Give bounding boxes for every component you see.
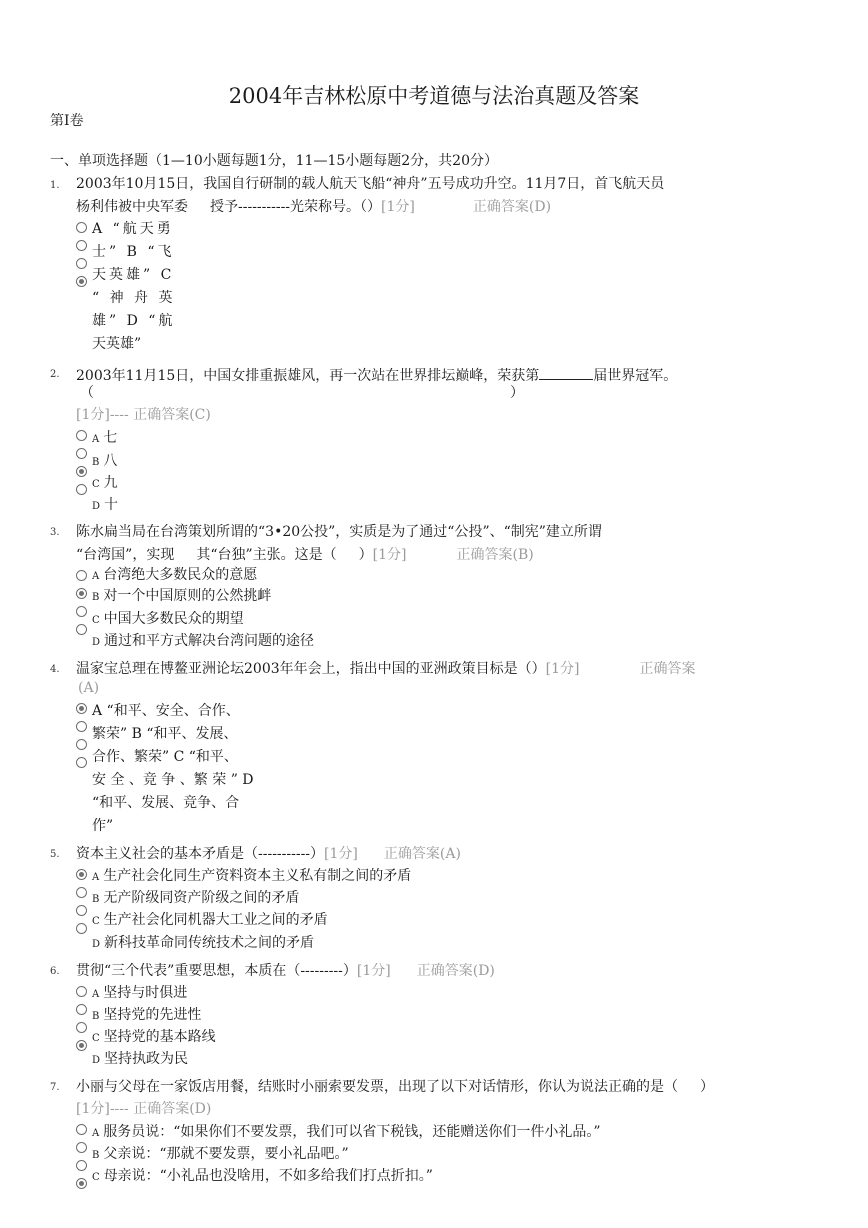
option-a-radio[interactable] [76,570,87,581]
question-text-part: 光荣称号。（） [290,199,382,215]
question-text-part: ） [358,547,373,563]
option-text [92,984,187,1004]
option-label: 无产阶级同资产阶级之间的矛盾 [103,890,300,906]
option-d-radio[interactable] [76,624,87,635]
option-label: 坚持与时俱进 [103,985,188,1001]
question-text [76,845,461,863]
option-label: 九 [103,475,118,491]
option-text: “和平、发展、竞争、合 [92,795,240,811]
option-text [92,452,117,472]
question-text [76,962,495,980]
option-letter: B [92,592,100,603]
option-c-radio[interactable] [76,258,87,269]
answer-blank [539,365,593,380]
option-b-radio[interactable] [76,1004,87,1015]
correct-answer: 正确答案 [639,661,696,677]
option-letter: A [92,434,100,445]
option-d-radio[interactable] [76,484,87,495]
question-number: 1. [50,180,60,191]
option-letter: A [92,1128,100,1139]
option-letter: A [92,872,100,883]
option-letter: D [92,1055,101,1066]
question-text-part: 资本主义社会的基本矛盾是（-----------） [76,846,325,862]
score-label: [1分] [324,846,358,862]
option-text [92,867,411,887]
option-label: 对一个中国原则的公然挑衅 [103,588,272,604]
option-b-radio[interactable] [76,588,87,599]
question-number: 6. [50,966,60,977]
option-letter: B [92,1150,100,1161]
option-d-radio[interactable] [76,757,87,768]
option-label: 坚持执政为民 [104,1051,189,1067]
option-label: 坚持党的基本路线 [103,1029,216,1045]
option-label: 中国大多数民众的期望 [103,611,244,627]
question-text-line2 [76,198,551,216]
question-text-part: 小丽与父母在一家饭店用餐，结账时小丽索要发票，出现了以下对话情形，你认为说法正确的是（ [76,1079,678,1095]
option-letter: C [92,1172,100,1183]
option-letter: C [92,1033,100,1044]
option-text [92,474,118,494]
question-text-part: 杨利伟被中央军委 [76,199,188,215]
option-c-radio[interactable] [76,466,87,477]
option-text [92,934,314,954]
question-text-part: 授予 [210,199,238,215]
option-d-radio[interactable] [76,1040,87,1051]
option-text: 安 全 、竞 争 、繁 荣 ” D [92,772,254,788]
question-text [76,660,695,678]
question-number: 7. [50,1082,60,1093]
volume-label: 第I卷 [50,113,84,129]
option-label: 服务员说：“如果你们不要发票，我们可以省下税钱，还能赠送你们一件小礼品。” [103,1124,601,1140]
option-letter: C [92,916,100,927]
correct-answer: 正确答案(D) [416,963,495,979]
question-number: 4. [50,664,60,675]
option-b-radio[interactable] [76,721,87,732]
question-text: 2003年10月15日，我国自行研制的载人航天飞船“神舟”五号成功升空。11月7日，首飞航天员 [76,176,665,192]
answer-blank: ----------- [238,199,291,215]
option-letter: D [92,637,101,648]
correct-answer: 正确答案(A) [383,846,461,862]
option-text [92,1006,201,1026]
paren-open: （ [80,385,94,401]
score-label: [1分] [372,547,407,563]
option-text [92,1123,601,1143]
option-label: 新科技革命同传统技术之间的矛盾 [104,935,315,951]
option-a-radio[interactable] [76,1124,87,1135]
option-c-radio[interactable] [76,739,87,750]
question-number: 3. [50,527,60,538]
option-letter: D [92,501,101,512]
option-label: 坚持党的先进性 [103,1007,202,1023]
option-c-radio[interactable] [76,905,87,916]
option-letter: A [92,571,100,582]
question-text-part: “台湾国”，实现 [76,547,175,563]
option-text [92,429,117,449]
option-text: 天英雄” [92,336,142,352]
option-text [92,587,271,607]
option-text [92,1050,188,1070]
option-a-radio[interactable] [76,869,87,880]
option-text: 天英雄” C [92,267,175,283]
option-label: 七 [103,430,118,446]
option-c-radio[interactable] [76,606,87,617]
option-a-radio[interactable] [76,703,87,714]
question-text-part: 2003年11月15日，中国女排重振雄风，再一次站在世界排坛巅峰，荣获第 [76,368,540,384]
option-label: 十 [104,497,119,513]
option-text [92,889,299,909]
option-label: 生产社会化同机器大工业之间的矛盾 [103,912,328,928]
score-label: [1分] [381,199,415,215]
option-d-radio[interactable] [76,923,87,934]
option-b-radio[interactable] [76,240,87,251]
question-text [76,365,677,385]
option-letter: A [92,989,100,1000]
question-text-line2 [76,546,534,564]
paren-close: ） [510,385,524,401]
option-label: 通过和平方式解决台湾问题的途径 [104,633,315,649]
score-label: [1分] [545,661,580,677]
option-text: A “和平、安全、合作、 [92,703,240,719]
option-text [92,566,257,586]
score-answer: [1分]---- 正确答案(C) [76,407,211,423]
option-text [92,496,118,516]
option-label: 台湾绝大多数民众的意愿 [103,567,258,583]
question-text [76,1078,714,1096]
option-a-radio[interactable] [76,222,87,233]
option-b-radio[interactable] [76,887,87,898]
option-letter: B [92,1011,100,1022]
option-text [92,911,328,931]
option-label: 八 [103,453,118,469]
option-label: 母亲说：“小礼品也没啥用，不如多给我们打点折扣。” [103,1168,433,1184]
correct-answer: 正确答案(D) [472,199,552,215]
question-number: 2. [50,369,60,380]
option-letter: B [92,894,100,905]
option-text: A “航天勇 [92,221,174,237]
option-text [92,1028,216,1048]
score-label: [1分] [356,963,391,979]
option-b-radio[interactable] [76,448,87,459]
option-letter: D [92,939,101,950]
option-d-radio[interactable] [76,276,87,287]
option-text: 繁荣” B “和平、发展、 [92,726,238,742]
option-a-radio[interactable] [76,986,87,997]
option-letter: B [92,457,100,468]
score-answer: [1分]---- 正确答案(D) [76,1101,212,1117]
option-c-radio[interactable] [76,1160,87,1171]
question-text-part: 其“台独”主张。这是（ [196,547,337,563]
question-number: 5. [50,849,60,860]
option-text [92,1167,433,1187]
correct-answer: 正确答案(B) [456,547,534,563]
question-text-part: ） [700,1079,714,1095]
option-text: 作” [92,818,114,834]
option-text: “ 神 舟 英 [92,290,176,306]
option-letter: C [92,479,100,490]
option-c-radio[interactable] [76,1022,87,1033]
question-text-part: 温家宝总理在博鳌亚洲论坛2003年年会上，指出中国的亚洲政策目标是（） [76,661,546,677]
option-b-radio[interactable] [76,1142,87,1153]
page-title: 2004年吉林松原中考道德与法治真题及答案 [228,84,640,108]
question-text-part: 届世界冠军。 [593,368,678,384]
option-d-radio[interactable] [76,1178,87,1189]
option-text [92,610,244,630]
option-letter: C [92,615,100,626]
option-text: 士” B “飞 [92,244,175,260]
option-label: 父亲说：“那就不要发票，要小礼品吧。” [103,1146,349,1162]
option-text: 雄” D “航 [92,313,176,329]
question-text-part: 贯彻“三个代表”重要思想，本质在（---------） [76,963,357,979]
question-text: 陈水扁当局在台湾策划所谓的“3•20公投”，实质是为了通过“公投”、“制宪”建立所谓 [76,524,602,540]
option-text [92,632,314,652]
option-a-radio[interactable] [76,430,87,441]
correct-answer-letter: (A) [78,680,100,696]
option-text: 合作、繁荣” C “和平、 [92,749,238,765]
section-heading: 一、单项选择题（1—10小题每题1分，11—15小题每题2分，共20分） [50,153,498,169]
option-label: 生产社会化同生产资料资本主义私有制之间的矛盾 [103,868,412,884]
option-text [92,1145,349,1165]
